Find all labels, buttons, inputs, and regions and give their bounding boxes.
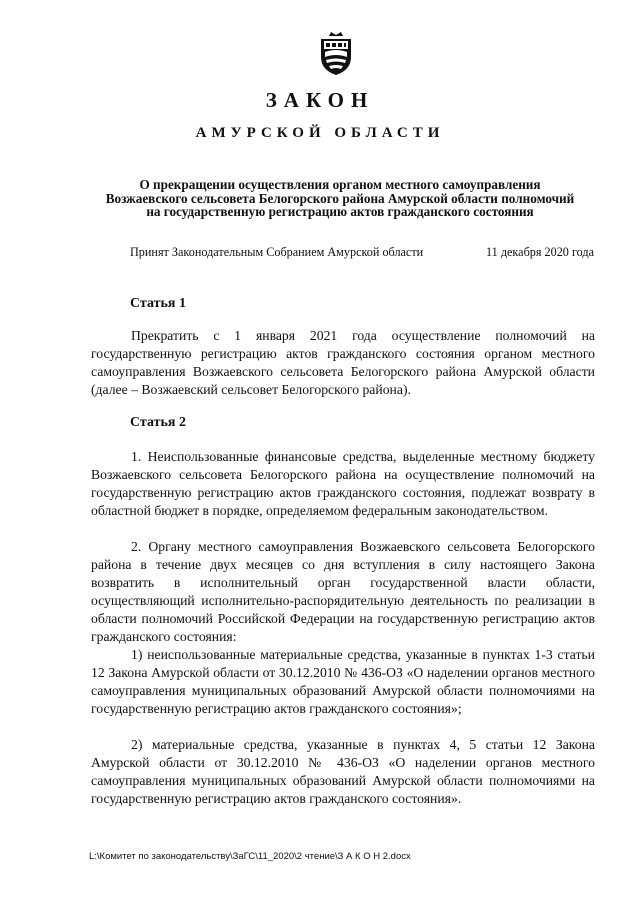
article-2-item-2: 2) материальные средства, указанные в пунктах 4, 5 статьи 12 Закона Амурской области от 30.12.2010 № 436-ОЗ «О наделении органов местного самоуправления муниципальных образований Амурской области полномочиями на государственную регистрацию актов гражданского состояния». <box>91 737 595 806</box>
law-title: О прекращении осуществления органом местного самоуправления Возжаевского сельсовета Белогорского района Амурской области полномочий на государственную регистрацию актов гражданского состояния <box>105 177 575 219</box>
article-2-heading: Статья 2 <box>130 415 186 430</box>
document-title: ЗАКОН <box>265 88 375 112</box>
article-1-text: Прекратить с 1 января 2021 года осуществление полномочий на государственную регистрацию актов гражданского состояния органом местного самоуправления Возжаевского сельсовета Белогорского района Амурской области (далее – Возжаевский сельсовет Белогорского района). <box>91 328 595 397</box>
coat-of-arms-icon <box>317 30 355 76</box>
article-2-paragraph-1: 1. Неиспользованные финансовые средства, выделенные местному бюджету Возжаевского сельсовета Белогорского района на осуществление полномочий на государственную регистрацию актов гражданского состояния, подлежат возврату в областной бюджет в порядке, определяемом федеральным законодательством. <box>91 449 595 518</box>
adoption-date: 11 декабря 2020 года <box>486 245 594 259</box>
file-path-footer: L:\Комитет по законодательству\ЗаГС\11_2020\2 чтение\З А К О Н 2.docx <box>89 851 411 862</box>
article-1-heading: Статья 1 <box>130 296 186 311</box>
adopted-by: Принят Законодательным Собранием Амурской области <box>130 245 424 259</box>
article-2-item-1: 1) неиспользованные материальные средства, указанные в пунктах 1-3 статьи 12 Закона Амурской области от 30.12.2010 № 436-ОЗ «О наделении органов местного самоуправления муниципальных образований Амурской области полномочиями на государственную регистрацию актов гражданского состояния»; <box>91 647 595 716</box>
document-subtitle: АМУРСКОЙ ОБЛАСТИ <box>195 125 445 141</box>
article-2-paragraph-2: 2. Органу местного самоуправления Возжаевского сельсовета Белогорского района в течение двух месяцев со дня вступления в силу настоящего Закона возвратить в исполнительный орган государственной власти области, осуществляющий исполнительно-распорядительную деятельность по реализации в области полномочий Российской Федерации на государственную регистрацию актов гражданского состояния: <box>91 539 595 644</box>
adoption-line <box>130 245 594 260</box>
